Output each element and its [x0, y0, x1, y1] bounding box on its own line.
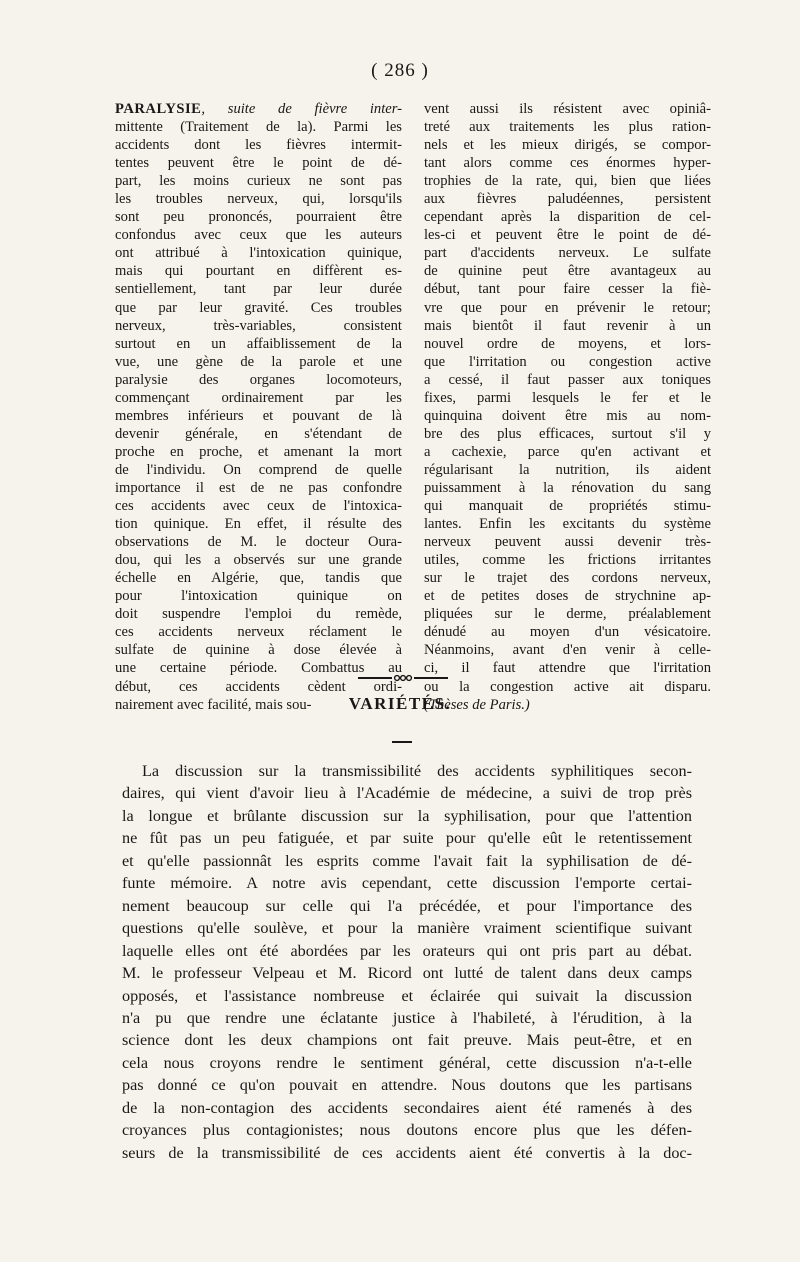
- text-line: proche en proche, et amenant la mort: [115, 443, 402, 460]
- text-line: dou, qui les a observés sur une grande: [115, 552, 402, 569]
- article-title: PARALYSIE: [115, 101, 202, 117]
- right-column: [424, 100, 711, 714]
- text-line: nairement avec facilité, mais sou-: [115, 696, 312, 713]
- text-line: tentes peuvent être le point de dé-: [115, 155, 402, 172]
- section-body-text: [122, 760, 692, 1164]
- text-line: mais qui pourtant en diffèrent es-: [115, 263, 402, 280]
- text-line: n'a pu que rendre une éclatante justice à l'habileté, à l'érudition, à la: [122, 1008, 692, 1027]
- text-line: ne fût pas un peu fatiguée, et par suite pour qu'elle eût le retentissement: [122, 829, 692, 848]
- text-line: questions qu'elle soulève, et pour la manière vraiment scientifique suivant: [122, 919, 692, 938]
- text-line: science dont les deux champions ont fait preuve. Mais peut-être, et en: [122, 1031, 692, 1050]
- text-line: nels et les mieux dirigés, se compor-: [424, 137, 711, 154]
- text-line: opposés, et l'assistance nombreuse et éclairée qui suivait la discussion: [122, 986, 692, 1005]
- text-line: funte mémoire. A notre avis cependant, cette discussion l'emporte certai-: [122, 874, 692, 893]
- text-line: la longue et brûlante discussion sur la syphilisation, pour que l'attention: [122, 806, 692, 825]
- text-line: M. le professeur Velpeau et M. Ricord ont lutté de talent dans deux camps: [122, 964, 692, 983]
- text-line: ci, il faut attendre que l'irritation: [424, 660, 711, 677]
- text-line: ces accidents avec ceux de l'intoxica-: [115, 498, 402, 515]
- text-line: sulfate de quinine à dose élevée à: [115, 642, 402, 659]
- text-line: membres inférieurs et pouvant de là: [115, 407, 402, 424]
- text-line: a cessé, il faut passer aux toniques: [424, 371, 711, 388]
- text-line: surtout en un affaiblissement de la: [115, 335, 402, 352]
- text-line: accidents dont les fièvres intermit-: [115, 137, 402, 154]
- text-line: que l'irritation ou congestion active: [424, 353, 711, 370]
- text-line: régularisant la nutrition, ils aident: [424, 461, 711, 478]
- text-line: daires, qui vient d'avoir lieu à l'Académie de médecine, a suivi de trop près: [122, 784, 692, 803]
- text-line: de l'individu. On comprend de quelle: [115, 461, 402, 478]
- text-line: de la non-contagion des accidents secondaires aient été ramenés à des: [122, 1098, 692, 1117]
- text-line: nerveux peuvent aussi devenir très-: [424, 534, 711, 551]
- text-line: cela nous croyons rendre le sentiment général, cette discussion n'a-t-elle: [122, 1053, 692, 1072]
- text-line: part d'accidents nerveux. Le sulfate: [424, 245, 711, 262]
- text-line: sentiellement, tant par leur durée: [115, 281, 402, 298]
- text-line: lantes. Enfin les excitants du système: [424, 516, 711, 533]
- text-line: et de petites doses de strychnine ap-: [424, 588, 711, 605]
- text-line: échelle en Algérie, que, tandis que: [115, 570, 402, 587]
- text-line: (Thèses de Paris.): [424, 696, 530, 713]
- text-line: fixes, parmi lesquels le fer et le: [424, 389, 711, 406]
- text-line: une certaine période. Combattus au: [115, 660, 402, 677]
- right-column-text: [424, 100, 711, 714]
- text-line: pliquées sur le derme, préalablement: [424, 606, 711, 623]
- text-line: les troubles nerveux, qui, lorsqu'ils: [115, 191, 402, 208]
- text-line: tant alors comme ces énormes hyper-: [424, 155, 711, 172]
- text-line: tion quinique. En effet, il résulte des: [115, 516, 402, 533]
- article-heading-line: [115, 100, 402, 118]
- article-subtitle: , suite de fièvre inter-: [201, 101, 402, 117]
- text-line: laquelle elles ont été abordées par les orateurs qui ont pris part au débat.: [122, 941, 692, 960]
- text-line: confondus avec ceux que les auteurs: [115, 227, 402, 244]
- left-column-text: [115, 118, 402, 714]
- text-line: croyances plus contagionistes; nous doutons encore plus que les défen-: [122, 1121, 692, 1140]
- text-line: mais bientôt il faut revenir à un: [424, 317, 711, 334]
- text-line: sont peu prononcés, pourraient être: [115, 209, 402, 226]
- article-columns: [115, 100, 711, 714]
- text-line: ont attribué à l'intoxication quinique,: [115, 245, 402, 262]
- section-rule: [392, 741, 412, 743]
- text-line: ou la congestion active ait disparu.: [424, 678, 711, 695]
- text-line: trophies de la rate, qui, bien que liées: [424, 173, 711, 190]
- text-line: La discussion sur la transmissibilité des accidents syphilitiques secon-: [142, 762, 692, 780]
- text-line: puissamment à la rénovation du sang: [424, 479, 711, 496]
- text-line: seurs de la transmissibilité de ces accidents aient été convertis à la doc-: [122, 1143, 692, 1162]
- text-line: a cachexie, parce qu'en activant et: [424, 443, 711, 460]
- text-line: dénudé au moyen d'un vésicatoire.: [424, 624, 711, 641]
- text-line: début, ces accidents cèdent ordi-: [115, 678, 402, 695]
- text-line: pour l'intoxication quinique on: [115, 588, 402, 605]
- text-line: quinquina doivent être mis au nom-: [424, 407, 711, 424]
- text-line: début, tant pour faire cesser la fiè-: [424, 281, 711, 298]
- text-line: que par leur gravité. Ces troubles: [115, 299, 402, 316]
- text-line: pas donné ce qu'on pouvait en attendre. Nous doutons que les partisans: [122, 1076, 692, 1095]
- text-line: paralysie des organes locomoteurs,: [115, 371, 402, 388]
- text-line: aux fièvres paludéennes, persistent: [424, 191, 711, 208]
- text-line: bre des plus efficaces, surtout s'il y: [424, 425, 711, 442]
- text-line: vent aussi ils résistent avec opiniâ-: [424, 101, 711, 117]
- text-line: les-ci et peuvent être le point de dé-: [424, 227, 711, 244]
- text-line: devenir générale, en s'étendant de: [115, 425, 402, 442]
- text-line: sur le trajet des cordons nerveux,: [424, 570, 711, 587]
- text-line: qui manquait de propriétés stimu-: [424, 498, 711, 515]
- section-title: VARIÉTÉS.: [348, 694, 452, 713]
- left-column: [115, 100, 402, 714]
- text-line: nouvel ordre de moyens, et lors-: [424, 335, 711, 352]
- text-line: nement beaucoup sur celle qui l'a précédée, et pour l'importance des: [122, 896, 692, 915]
- text-line: et qu'elle passionnât les esprits comme l'avait fait la syphilisation de dé-: [122, 851, 692, 870]
- text-line: nerveux, très-variables, consistent: [115, 317, 402, 334]
- text-line: Néanmoins, avant d'en venir à celle-: [424, 642, 711, 659]
- text-line: mittente (Traitement de la). Parmi les: [115, 119, 402, 136]
- text-line: doit suspendre l'emploi du remède,: [115, 606, 402, 623]
- text-line: ces accidents nerveux réclament le: [115, 624, 402, 641]
- text-line: vre que pour en prévenir le retour;: [424, 299, 711, 316]
- text-line: de quinine peut être avantageux au: [424, 263, 711, 280]
- text-line: commençant ordinairement par les: [115, 389, 402, 406]
- page-number: ( 286 ): [371, 60, 429, 81]
- text-line: treté aux traitements les plus ration-: [424, 119, 711, 136]
- text-line: part, les moins curieux ne sont pas: [115, 173, 402, 190]
- text-line: utiles, comme les frictions irritantes: [424, 552, 711, 569]
- text-line: vue, une gène de la parole et une: [115, 353, 402, 370]
- text-line: importance il est de ne pas confondre: [115, 479, 402, 496]
- section-divider-ornament: [358, 674, 448, 682]
- text-line: observations de M. le docteur Oura-: [115, 534, 402, 551]
- text-line: cependant après la disparition de cel-: [424, 209, 711, 226]
